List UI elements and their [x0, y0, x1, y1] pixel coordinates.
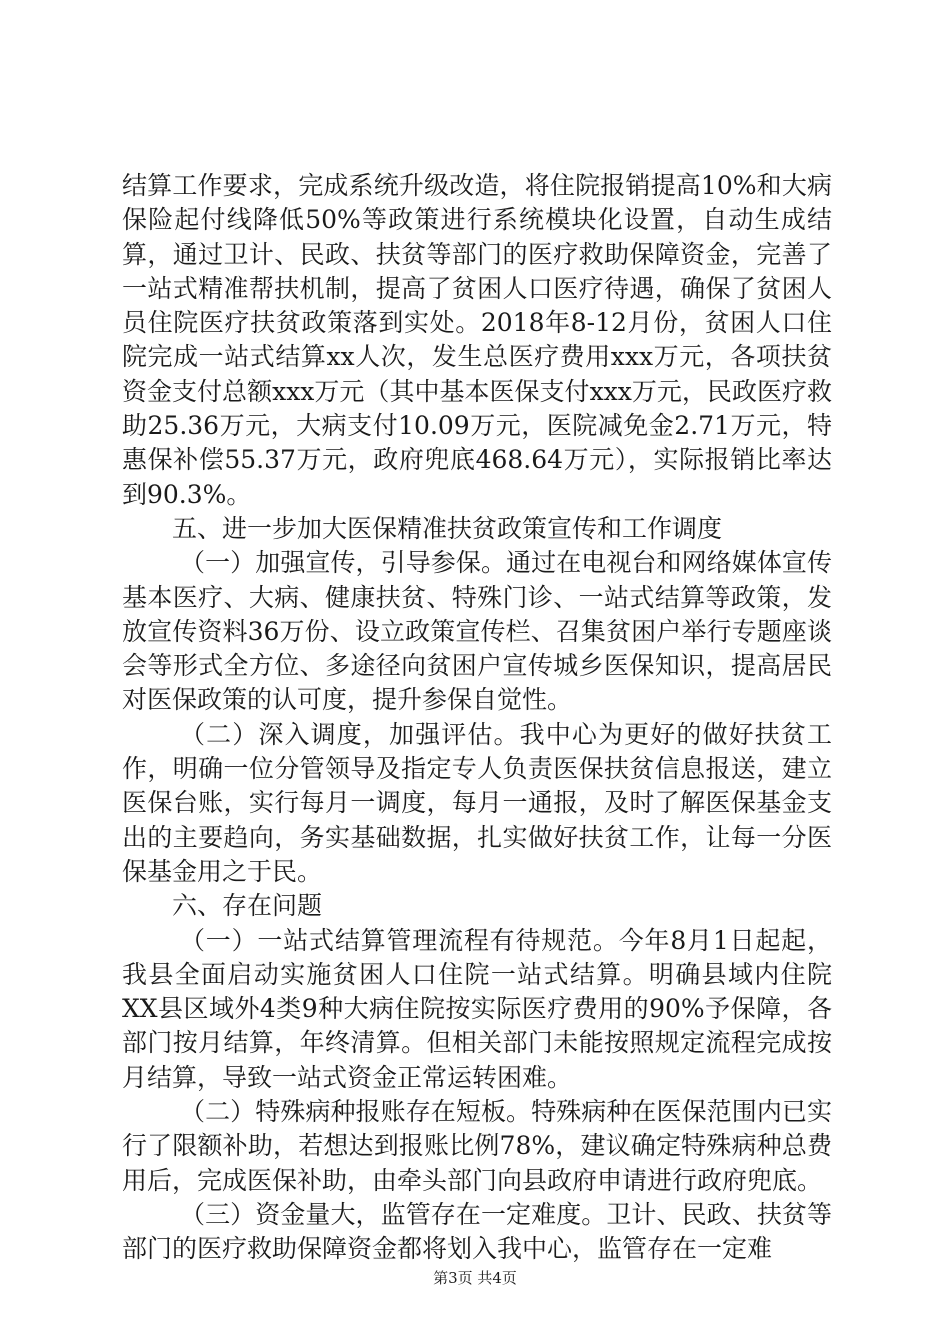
section-heading-5: 五、进一步加大医保精准扶贫政策宣传和工作调度 [172, 513, 723, 543]
paragraph-publicity: （一）加强宣传，引导参保。通过在电视台和网络媒体宣传基本医疗、大病、健康扶贫、特殊门诊、一站式结算等政策，发放宣传资料36万份、设立政策宣传栏、召集贫困户举行专题座谈会等形式全方位、多途径向贫困户宣传城乡医保知识，提高居民对医保政策的认可度，提升参保自觉性。 [122, 548, 832, 715]
paragraph-problem-2: （二）特殊病种报账存在短板。特殊病种在医保范围内已实行了限额补助，若想达到报账比例78%，建议确定特殊病种总费用后，完成医保补助，由牵头部门向县政府申请进行政府兜底。 [122, 1097, 832, 1195]
section-heading-6: 六、存在问题 [172, 891, 323, 921]
page-number-footer: 第3页 共4页 [433, 1269, 517, 1287]
paragraph-problem-1: （一）一站式结算管理流程有待规范。今年8月1日起起，我县全面启动实施贫困人口住院一站式结算。明确县域内住院XX县区域外4类9种大病住院按实际医疗费用的90%予保障，各部门按月结算，年终清算。但相关部门未能按照规定流程完成按月结算，导致一站式资金正常运转困难。 [122, 925, 832, 1092]
paragraph-settlement-summary: 结算工作要求，完成系统升级改造，将住院报销提高10%和大病保险起付线降低50%等政策进行系统模块化设置，自动生成结算，通过卫计、民政、扶贫等部门的医疗救助保障资金，完善了一站式精准帮扶机制，提高了贫困人口医疗待遇，确保了贫困人员住院医疗扶贫政策落到实处。2018年8-12月份，贫困人口住院完成一站式结算xx人次，发生总医疗费用xxx万元，各项扶贫资金支付总额xxx万元（其中基本医保支付xxx万元，民政医疗救助25.36万元，大病支付10.09万元，医院减免金2.71万元，特惠保补偿55.37万元，政府兜底468.64万元），实际报销比率达到90.3%。 [122, 171, 832, 509]
document-body [122, 169, 832, 1267]
paragraph-problem-3: （三）资金量大，监管存在一定难度。卫计、民政、扶贫等部门的医疗救助保障资金都将划入我中心，监管存在一定难 [122, 1199, 832, 1264]
paragraph-scheduling: （二）深入调度，加强评估。我中心为更好的做好扶贫工作，明确一位分管领导及指定专人负责医保扶贫信息报送，建立医保台账，实行每月一调度，每月一通报，及时了解医保基金支出的主要趋向，务实基础数据，扎实做好扶贫工作，让每一分医保基金用之于民。 [122, 719, 832, 886]
